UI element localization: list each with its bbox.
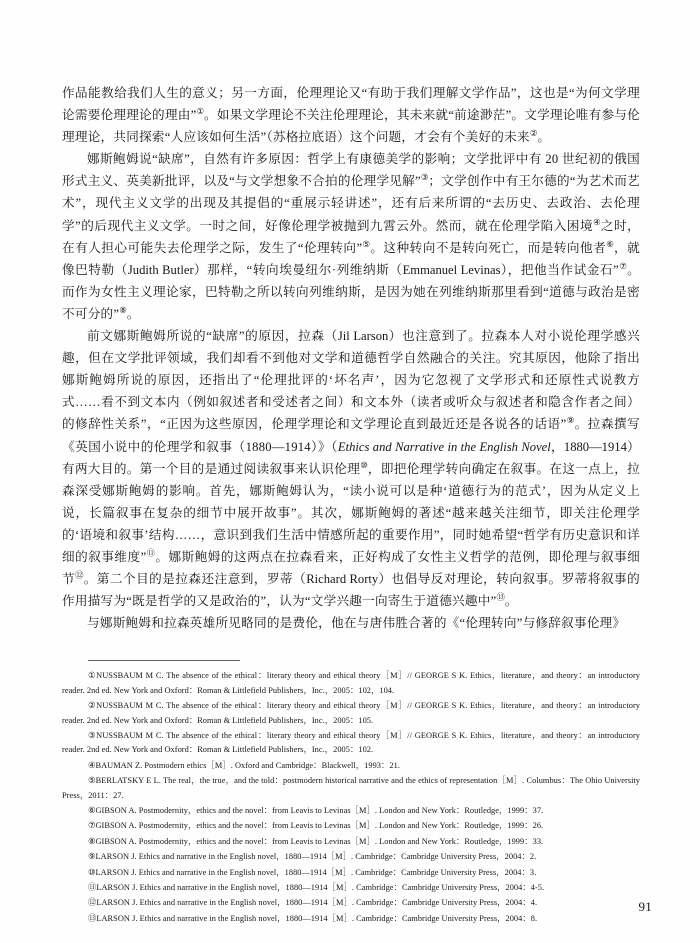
footnote-marker[interactable]: ③ [420, 173, 429, 183]
footnote-entry-marker: ⑪ [88, 883, 97, 893]
page-content [62, 82, 640, 927]
latin-run: Emmanuel Levinas [402, 262, 501, 277]
latin-run: ，1880—1914 [550, 439, 627, 454]
page-number: 91 [638, 899, 652, 914]
footnote-entry-marker: ⑥ [88, 806, 96, 815]
footnote-entry: ⑨LARSON J. Ethics and narrative in the English novel，1880—1914［M］. Cambridge：Cambridge University Press，2004：2. [88, 852, 537, 862]
footnote-entry: ⑬LARSON J. Ethics and narrative in the English novel，1880—1914［M］. Cambridge：Cambridge University Press，2004：8. [88, 913, 538, 923]
body-text [62, 82, 640, 634]
footnote-entry: ⑩LARSON J. Ethics and narrative in the English novel，1880—1914［M］. Cambridge：Cambridge University Press，2004：3. [88, 867, 537, 877]
footnote-separator-rule [88, 660, 240, 661]
footnote-marker[interactable]: ④ [593, 217, 601, 227]
latin-run: Judith Butler [127, 262, 194, 277]
latin-run: Richard Rorty [306, 572, 379, 587]
footnote-marker[interactable]: ⑦ [618, 261, 628, 271]
footnote-entry-marker: ⑧ [88, 836, 96, 846]
para-phelan: 与娜斯鲍姆和拉森英雄所见略同的是费伦，他在与唐伟胜合著的《“伦理转向”与修辞叙事伦理》 [87, 616, 626, 631]
footnote-entry: ⑦GIBSON A. Postmodernity，ethics and the novel：from Leavis to Levinas［M］. London and New York：Routledge，1999：26. [88, 821, 544, 831]
footnote-entry: ⑥GIBSON A. Postmodernity，ethics and the novel：from Leavis to Levinas［M］. London and New York：Routledge，1999：37. [88, 806, 544, 815]
latin-run: Jil Larson [337, 329, 389, 344]
footnote-marker[interactable]: ⑨ [566, 416, 575, 426]
footnotes-block [62, 660, 640, 926]
footnote-marker[interactable]: ② [529, 129, 538, 138]
footnote-marker[interactable]: ① [196, 106, 204, 116]
footnote-marker[interactable]: ⑫ [75, 570, 84, 580]
footnote-entry: ⑤BERLATSKY E L. The real，the true，and the told：postmodern historical narrative and the ethics of representation［M］. Columbus：The Ohio University Press，2011：27. [62, 776, 641, 800]
footnote-entry-marker: ③ [88, 730, 97, 740]
footnote-entry-marker: ⑨ [88, 852, 96, 862]
footnote-entry: ②NUSSBAUM M C. The absence of the ethical：literary theory and ethical theory［M］// GEORGE S K. Ethics，literature，and theory：an introductory reader. 2nd ed. New York and Oxford：Roman & Littlefield Publishers，Inc.，2005：105. [62, 701, 640, 725]
footnote-entry-marker: ② [88, 701, 97, 711]
footnote-entry: ③NUSSBAUM M C. The absence of the ethical：literary theory and ethical theory［M］// GEORGE S K. Ethics，literature，and theory：an introductory reader. 2nd ed. New York and Oxford：Roman & Littlefield Publishers，Inc.，2005：102. [62, 730, 640, 755]
footnote-marker[interactable]: ⑪ [146, 548, 156, 558]
footnote-entry-marker: ④ [88, 760, 96, 770]
italic-title-run: Ethics and Narrative in the English Novel [337, 439, 551, 454]
footnote-entry: ⑪LARSON J. Ethics and narrative in the English novel，1880—1914［M］. Cambridge：Cambridge University Press，2004：4-5. [88, 883, 545, 893]
footnote-marker[interactable]: ⑩ [360, 460, 368, 470]
footnote-marker[interactable]: ⑤ [362, 239, 371, 249]
footnote-entry-marker: ⑤ [88, 776, 96, 786]
para-continued: 作品能教给我们人生的意义；另一方面，伦理理论又“有助于我们理解文学作品”，这也是“为何文学理论需要伦理理论的理由”①。如果文学理论不关注伦理理论，其未来就“前途渺茫”。文学理论唯有参与伦理理论，共同探索“人应该如何生活”（苏格拉底语）这个问题，才会有个美好的未来②。 [62, 86, 641, 145]
footnote-marker[interactable]: ⑧ [119, 305, 127, 315]
footnote-entry: ⑧GIBSON A. Postmodernity，ethics and the novel：from Leavis to Levinas［M］. London and New York：Routledge，1999：33. [88, 836, 544, 846]
footnote-entry: ①NUSSBAUM M C. The absence of the ethical：literary theory and ethical theory［M］// GEORGE S K. Ethics，literature，and theory：an introductory reader. 2nd ed. New York and Oxford：Roman & Littlefield Publishers，Inc.，2005：102，104. [62, 671, 640, 695]
para-nussbaum-absence: 娜斯鲍姆说“缺席”，自然有许多原因：哲学上有康德美学的影响；文学批评中有 20 世纪初的俄国形式主义、英美新批评，以及“与文学想象不合拍的伦理学见解”③；文学创作中有王尔德的“为艺术而艺术”，现代主义文学的出现及其提倡的“重展示轻讲述”，还有后来所谓的“去历史、去政治、去伦理学”的后现代主义文学。一时之间，好像伦理学被抛到九霄云外。然而，就在伦理学陷入困境④之时，在有人担心可能失去伦理学之际，发生了“伦理转向”⑤。这种转向不是转向死亡，而是转向他者⑥，就像巴特勒（Judith Butler）那样，“转向埃曼纽尔·列维纳斯（Emmanuel Levinas），把他当作试金石”⑦。而作为女性主义理论家，巴特勒之所以转向列维纳斯，是因为她在列维纳斯那里看到“道德与政治是密不可分的”⑧。 [62, 152, 641, 321]
footnote-entry: ④BAUMAN Z. Postmodern ethics［M］. Oxford and Cambridge：Blackwell，1993：21. [88, 760, 400, 770]
footnote-entry-marker: ① [88, 671, 97, 681]
para-larson: 前文娜斯鲍姆所说的“缺席”的原因，拉森（Jil Larson）也注意到了。拉森本人对小说伦理学感兴趣，但在文学批评领域，我们却看不到他对文学和道德哲学自然融合的关注。究其原因，他除了指出娜斯鲍姆所说的原因，还指出了“伦理批评的‘坏名声’，因为它忽视了文学形式和还原性式说教方式……看不到文本内（例如叙述者和受述者之间）和文本外（读者或听众与叙述者和隐含作者之间）的修辞性关系”，“正因为这些原因，伦理学理论和文学理论直到最近还是各说各的话语”⑨。拉森撰写《英国小说中的伦理学和叙事（1880—1914）》（Ethics and Narrative in the English Novel，1880—1914）有两大目的。第一个目的是通过阅读叙事来认识伦理⑩，即把伦理学转向确定在叙事。在这一点上，拉森深受娜斯鲍姆的影响。首先，娜斯鲍姆认为，“读小说可以是种‘道德行为的范式’，因为从定义上说，长篇叙事在复杂的细节中展开故事”。其次，娜斯鲍姆的著述“越来越关注细节，即关注伦理学的‘语境和叙事’结构……，意识到我们生活中情感所起的重要作用”，同时她希望“哲学有历史意识和详细的叙事维度”⑪。娜斯鲍姆的这两点在拉森看来，正好构成了女性主义哲学的范例，即伦理与叙事细节⑫。第二个目的是拉森还注意到，罗蒂（Richard Rorty）也倡导反对理论，转向叙事。罗蒂将叙事的作用描写为“既是哲学的又是政治的”，认为“文学兴趣一向寄生于道德兴趣中”⑬。 [62, 329, 641, 609]
footnote-entry-marker: ⑫ [88, 898, 97, 908]
footnote-marker[interactable]: ⑥ [606, 239, 615, 249]
footnote-entry-marker: ⑩ [88, 867, 96, 877]
footnote-entry-marker: ⑦ [88, 821, 96, 831]
footnote-entry-marker: ⑬ [88, 913, 97, 923]
footnote-marker[interactable]: ⑬ [496, 592, 505, 602]
footnote-list [62, 669, 640, 926]
footnote-entry: ⑫LARSON J. Ethics and narrative in the English novel，1880—1914［M］. Cambridge：Cambridge University Press，2004：4. [88, 898, 538, 908]
